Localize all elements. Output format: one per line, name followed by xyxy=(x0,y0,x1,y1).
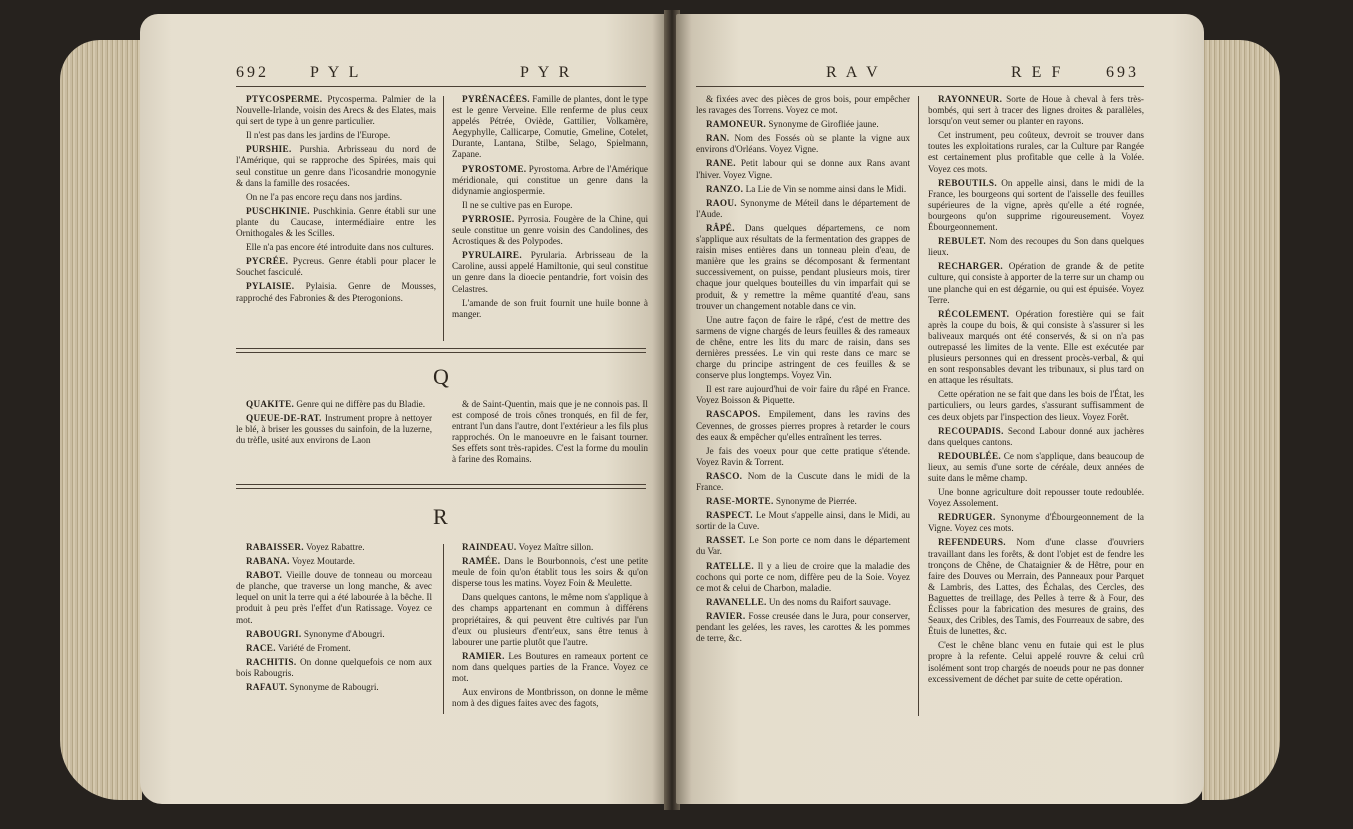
column-q-2 xyxy=(452,399,648,479)
entry-text: Je fais des voeux pour que cette pratique s'étende. Voyez Ravin & Torrent. xyxy=(696,445,910,467)
entry-text: Voyez Rabattre. xyxy=(306,542,365,552)
entry-text: Nom des recoupes du Son dans quelques lieux. xyxy=(928,236,1144,258)
entry xyxy=(696,496,910,507)
entry xyxy=(928,389,1144,422)
entry-term: RASPECT. xyxy=(706,510,753,521)
entry-text: Genre qui ne diffère pas du Bladie. xyxy=(296,399,426,409)
section-letter-q: Q xyxy=(433,364,449,389)
entry xyxy=(696,133,910,155)
entry-text: L'amande de son fruit fournit une huile bonne à manger. xyxy=(452,297,648,319)
entry-term: REFENDEURS. xyxy=(938,537,1006,548)
entry xyxy=(928,451,1144,484)
entry-term: RATELLE. xyxy=(706,560,754,571)
entry xyxy=(928,178,1144,233)
section-rule xyxy=(236,348,646,353)
column-pyr xyxy=(452,94,648,344)
entry-term: RECHARGER. xyxy=(938,261,1004,272)
entry xyxy=(696,446,910,468)
entry xyxy=(236,657,432,679)
header-rule xyxy=(236,86,646,87)
entry-text: Synonyme de Girofliée jaune. xyxy=(768,119,879,130)
entry-text: Famille de plantes, dont le type est le genre Verveine. Elle renferme de plus ceux appelés Pétrée, Oviède, Gattilier, Volkamère, Aegyphylle, Callicarpe, Comutie, Gmeline, Cotelet, Durante, Lantana, Stilbe, Selago, Spielmann, Zapane. xyxy=(452,94,648,160)
entry-text: Second Labour donné aux jachères dans quelques cantons. xyxy=(928,425,1144,447)
entry-text: Synonyme de Rabougri. xyxy=(289,682,379,693)
entry xyxy=(696,223,910,312)
entry-term: RABAISSER. xyxy=(246,542,304,552)
entry-text: Le Mout s'appelle ainsi, dans le Midi, au sortir de la Cuve. xyxy=(696,510,910,532)
entry xyxy=(928,640,1144,684)
entry-text: & de Saint-Quentin, mais que je ne connois pas. Il est composé de trois cônes tronqués, en fil de fer, entrant l'un dans l'autre, dont l'extérieur a les fils plus rapprochés. On le manoeuvre en le faisant tourner. Ses effets sont très-rapides. C'est la forme du moulin à farine des Romains. xyxy=(452,399,648,465)
entry-term: RAMIER. xyxy=(462,650,505,661)
entry xyxy=(452,651,648,684)
entry-text: Synonyme d'Ébourgeonnement de la Vigne. Voyez ces mots. xyxy=(928,512,1144,534)
entry-text: Synonyme de Méteil dans le département de l'Aude. xyxy=(696,197,910,219)
entry-text: Synonyme de Pierrée. xyxy=(775,496,857,507)
entry xyxy=(452,250,648,294)
entry xyxy=(696,384,910,406)
entry-text: Opération de grande & de petite culture, qui consiste à apporter de la terre sur un champ ou une planche qui en est dégarnie, ou qui est épuisée. Voyez Terre. xyxy=(928,261,1144,305)
entry-term: RAMONEUR. xyxy=(706,119,767,130)
entry-term: REBOUTILS. xyxy=(938,177,997,188)
entry-text: Cette opération ne se fait que dans les bois de l'État, les particuliers, ou leurs gardes, s'assurant suffisamment de ces deux objets par l'inspection des lieux. Voyez Forêt. xyxy=(928,389,1144,422)
entry xyxy=(928,309,1144,387)
entry-term: PYRROSIE. xyxy=(462,213,515,224)
header-rule xyxy=(696,86,1144,87)
entry-text: Puschkinia. Genre établi sur une plante du Caucase, intermédiaire entre les Ornithogales & les Scilles. xyxy=(236,205,436,239)
entry xyxy=(236,256,436,278)
entry-text: Pyrostoma. Arbre de l'Amérique méridionale, qui constitue un genre dans la didynamie angiospermie. xyxy=(452,163,648,196)
entry-text: Pyrrosia. Fougère de la Chine, qui seule constitue un genre voisin des Candolines, des Acrostiques & des Polypodes. xyxy=(452,213,648,247)
right-page xyxy=(676,14,1204,804)
entry-text: Il n'est pas dans les jardins de l'Europe. xyxy=(246,130,391,141)
entry xyxy=(452,214,648,247)
entry xyxy=(928,261,1144,305)
right-page-number: 693 xyxy=(1106,64,1139,81)
entry xyxy=(696,119,910,130)
entry-term: PYRÉNACÉES. xyxy=(462,94,530,104)
entry xyxy=(236,192,436,203)
entry-text: Instrument propre à nettoyer le blé, à briser les gousses du sainfoin, de la luzerne, du trèfle, usité aux environs de Laon xyxy=(236,413,432,446)
entry xyxy=(236,144,436,188)
entry-text: On appelle ainsi, dans le midi de la France, les bourgeons qui sortent de l'aisselle des feuilles supérieures de la vigne, après qu'elle a été rognée, bourgeons qu'on supprime rigoureusement. Voyez Ébourgeonnement. xyxy=(928,177,1144,233)
entry-text: Le Son porte ce nom dans le département du Var. xyxy=(696,535,910,557)
left-page xyxy=(140,14,668,804)
entry-text: Nom des Fossés où se plante la vigne aux environs d'Orléans. Voyez Vigne. xyxy=(696,133,910,155)
entry-text: Voyez Moutarde. xyxy=(291,556,355,567)
entry-term: RASCO. xyxy=(706,470,743,481)
entry-term: RAOU. xyxy=(706,197,737,208)
entry-text: Cet instrument, peu coûteux, devroit se trouver dans toutes les exploitations rurales, car la Culture par Rangée est certainement plus profitable que celle à la Volée. Voyez ces mots. xyxy=(928,130,1144,174)
entry-term: RAINDEAU. xyxy=(462,542,517,552)
entry xyxy=(236,399,432,410)
entry xyxy=(928,426,1144,448)
section-rule xyxy=(236,484,646,489)
column-divider xyxy=(918,96,919,716)
entry-text: Ce nom s'applique, dans beaucoup de lieux, au semis d'une sorte de céréale, deux années de suite dans le même champ. xyxy=(928,450,1144,483)
entry xyxy=(452,94,648,161)
entry-term: RACE. xyxy=(246,642,276,653)
entry-term: PYLAISIE. xyxy=(246,281,295,292)
entry-text: Pyrularia. Arbrisseau de la Caroline, aussi appelé Hamiltonie, qui seul constitue un genre dans la dioecie pentandrie, fort voisin des Celastres. xyxy=(452,250,648,294)
entry-text: Une bonne agriculture doit repousser toute redoublée. Voyez Assolement. xyxy=(928,487,1144,509)
entry xyxy=(236,643,432,654)
entry xyxy=(696,510,910,532)
entry-text: Purshia. Arbrisseau du nord de l'Amérique, qui se rapproche des Spirées, mais qui seul constitue un genre dans l'icosandrie monogynie & dans la famille des rosacées. xyxy=(236,144,436,188)
entry xyxy=(236,94,436,127)
entry xyxy=(236,206,436,239)
entry-term: PYCRÉE. xyxy=(246,256,289,267)
entry-text: Aux environs de Montbrisson, on donne le même nom à des digues faites avec des fagots, xyxy=(452,687,648,709)
entry-term: RECOUPADIS. xyxy=(938,425,1004,436)
entry-term: RAMÉE. xyxy=(462,556,501,567)
entry-text: Opération forestière qui se fait après la coupe du bois, & qui consiste à s'assurer si les baliveaux marqués ont été conservés, & si on n'a pas outrepassé les limites de la vente. Elle est exécutée par plusieurs personnes qui en dressent procès-verbal, & qui en sont responsables devant les tribunaux, si plus tard on en attaque les résultats. xyxy=(928,308,1144,386)
right-page-edges xyxy=(1202,40,1280,800)
entry-term: RACHITIS. xyxy=(246,656,297,667)
entry-term: QUAKITE. xyxy=(246,399,295,409)
entry-text: Il y a lieu de croire que la maladie des cochons qui porte ce nom, diffère peu de la Soie. Voyez ce mot & celui de Charbon, maladie. xyxy=(696,560,910,593)
left-page-number: 692 xyxy=(236,64,269,81)
entry-text: Fosse creusée dans le Jura, pour conserver, pendant les gelées, les raves, les carottes & les pommes de terre, &c. xyxy=(696,610,910,644)
entry-term: REBULET. xyxy=(938,236,986,247)
entry-text: Variété de Froment. xyxy=(277,642,351,653)
entry xyxy=(696,471,910,493)
entry-term: REDOUBLÉE. xyxy=(938,450,1001,461)
entry-term: RAVIER. xyxy=(706,610,746,621)
entry-term: RANZO. xyxy=(706,183,744,194)
entry-text: Il ne se cultive pas en Europe. xyxy=(462,199,573,210)
column-divider xyxy=(443,96,444,341)
entry xyxy=(236,413,432,446)
entry-text: Dans quelques départemens, ce nom s'applique aux résultats de la fermentation des grappes de raisin mises entières dans un tonneau plein d'eau, de manière que les grains se décomposant & fermentant successivement, on puisse, pendant plusieurs mois, tirer chaque jour quelques bouteilles du vin imparfait qui se produit, & y remettre la même quantité d'eau, sans trouver un changement notable dans ce vin. xyxy=(696,222,910,311)
entry-text: Il est rare aujourd'hui de voir faire du râpé en France. Voyez Boisson & Piquette. xyxy=(696,384,910,406)
entry-text: Un des noms du Raifort sauvage. xyxy=(768,596,891,607)
entry-term: RABOT. xyxy=(246,570,283,581)
column-rav xyxy=(696,94,910,724)
left-running-head-2: P Y R xyxy=(520,64,573,81)
entry xyxy=(928,236,1144,258)
entry xyxy=(696,561,910,594)
column-q-1 xyxy=(236,399,432,479)
entry xyxy=(236,542,432,553)
entry xyxy=(928,487,1144,509)
entry-text: Synonyme d'Abougri. xyxy=(303,628,385,639)
entry-term: RAYONNEUR. xyxy=(938,94,1003,104)
entry xyxy=(236,556,432,567)
entry-term: QUEUE-DE-RAT. xyxy=(246,413,322,424)
entry-text: Ptycosperma. Palmier de la Nouvelle-Irlande, voisin des Arecs & des Elates, mais qui sert de type à un genre particulier. xyxy=(236,94,436,127)
entry xyxy=(928,130,1144,174)
section-letter-r: R xyxy=(433,504,448,529)
entry xyxy=(696,535,910,557)
entry-term: PYRULAIRE. xyxy=(462,250,522,261)
entry-text: & fixées avec des pièces de gros bois, pour empêcher les ravages des Torrens. Voyez ce mot. xyxy=(696,94,910,116)
left-page-edges xyxy=(60,40,142,800)
entry xyxy=(696,94,910,116)
entry xyxy=(928,512,1144,534)
entry-term: PUSCHKINIE. xyxy=(246,205,310,216)
entry xyxy=(236,242,436,253)
left-running-head-1: P Y L xyxy=(310,64,362,81)
entry-term: RABOUGRI. xyxy=(246,628,302,639)
entry xyxy=(452,164,648,197)
entry-term: RÂPÉ. xyxy=(706,222,735,233)
entry-term: RASSET. xyxy=(706,535,746,546)
column-ref xyxy=(928,94,1144,724)
entry-term: RAVANELLE. xyxy=(706,596,767,607)
entry-term: RAFAUT. xyxy=(246,682,288,693)
entry-text: C'est le chêne blanc venu en futaie qui est le plus propre à la refente. Celui appelé rouvre & celui crû isolément sont trop chargés de noeuds pour ne pas donner excessivement de déchet par suite de cette opération. xyxy=(928,640,1144,684)
entry-text: Empilement, dans les ravins des Cevennes, de grosses pierres propres à retarder le cours des eaux & empêcher qu'elles entraînent les terres. xyxy=(696,409,910,442)
entry xyxy=(236,281,436,303)
column-r-1 xyxy=(236,542,432,722)
entry-text: Voyez Maître sillon. xyxy=(518,542,594,552)
entry-text: Les Boutures en rameaux portent ce nom dans quelques parties de la France. Voyez ce mot. xyxy=(452,650,648,684)
right-running-head-1: R A V xyxy=(826,64,881,81)
entry xyxy=(696,198,910,220)
entry-term: RAN. xyxy=(706,133,730,144)
entry-term: RANE. xyxy=(706,158,736,169)
entry xyxy=(452,592,648,647)
entry xyxy=(452,200,648,211)
entry-term: REDRUGER. xyxy=(938,512,996,523)
entry xyxy=(452,542,648,553)
entry xyxy=(928,537,1144,637)
entry xyxy=(696,409,910,442)
entry xyxy=(452,687,648,709)
entry-text: Sorte de Houe à cheval à fers très-bombés, qui sert à tracer des lignes droites & parallèles, lorsqu'on veut semer ou planter en rayons. xyxy=(928,94,1144,127)
entry xyxy=(452,556,648,589)
entry xyxy=(696,611,910,644)
entry-text: Pycreus. Genre établi pour placer le Souchet fasciculé. xyxy=(236,256,436,278)
entry xyxy=(452,298,648,320)
entry xyxy=(236,570,432,625)
column-pyl xyxy=(236,94,436,344)
entry xyxy=(696,315,910,382)
entry xyxy=(236,130,436,141)
entry-text: Petit labour qui se donne aux Rans avant l'hiver. Voyez Vigne. xyxy=(696,158,910,180)
entry xyxy=(696,184,910,195)
entry-text: Elle n'a pas encore été introduite dans nos cultures. xyxy=(246,242,434,253)
entry-text: Vieille douve de tonneau ou morceau de planche, que traverse un long manche, & avec lequel on unit la terre qui a été labourée à la bêche. Il produit à peu près l'effet d'un Ratissage. Voyez ce mot. xyxy=(236,570,432,625)
entry xyxy=(452,399,648,466)
entry-term: PYROSTOME. xyxy=(462,163,527,174)
entry xyxy=(696,158,910,180)
entry-text: La Lie de Vin se nomme ainsi dans le Midi. xyxy=(745,183,907,194)
entry xyxy=(928,94,1144,127)
entry-text: Une autre façon de faire le râpé, c'est de mettre des sarmens de vigne chargés de leurs feuilles & des rameaux de chêne, entre les lits du marc de raisin, dans ses dernières pressées. Le vin qui reste dans ce marc se charge du principe astringent de ces feuilles & se conserve plus longtemps. Voyez Vin. xyxy=(696,314,910,381)
entry-term: RABANA. xyxy=(246,556,290,567)
entry-text: Pylaisia. Genre de Mousses, rapproché des Fabronies & des Pterogonions. xyxy=(236,281,436,303)
entry-text: Nom de la Cuscute dans le midi de la France. xyxy=(696,470,910,492)
right-running-head-2: R E F xyxy=(1011,64,1064,81)
entry-text: On ne l'a pas encore reçu dans nos jardins. xyxy=(246,191,403,202)
entry xyxy=(236,629,432,640)
entry xyxy=(236,682,432,693)
entry-term: RASCAPOS. xyxy=(706,409,761,420)
entry-text: Nom d'une classe d'ouvriers travaillant dans les forêts, & dont l'objet est de fendre les tronçons de Chêne, de Chataignier & de Hêtre, pour en faire des Douves ou Merrain, des Panneaux pour Parquet & Lambris, des Lattes, des Échalas, des Cercles, des Baguettes de treillage, des Pelles à terre & à Four, des Éclisses pour la fabrication des mesures de grains, des Seaux, des Cribles, des Tamis, des Fourreaux de sabre, des Étuis de lunettes, &c. xyxy=(928,537,1144,637)
entry-term: PURSHIE. xyxy=(246,144,292,155)
entry xyxy=(696,597,910,608)
entry-text: Dans le Bourbonnois, c'est une petite meule de foin qu'on établit tous les soirs & qu'on disperse tous les matins. Voyez Foin & Meulette. xyxy=(452,556,648,589)
column-divider xyxy=(443,544,444,714)
entry-term: RÉCOLEMENT. xyxy=(938,308,1010,319)
entry-term: RASE-MORTE. xyxy=(706,496,774,507)
entry-term: PTYCOSPERME. xyxy=(246,94,323,104)
column-r-2 xyxy=(452,542,648,722)
entry-text: Dans quelques cantons, le même nom s'applique à des champs appartenant en commun à différens propriétaires, & qui peuvent être cultivés par l'un d'eux ou plusieurs d'entr'eux, sans être tenus à labourer une partie plutôt que l'autre. xyxy=(452,592,648,647)
entry-text: On donne quelquefois ce nom aux bois Rabougris. xyxy=(236,656,432,678)
